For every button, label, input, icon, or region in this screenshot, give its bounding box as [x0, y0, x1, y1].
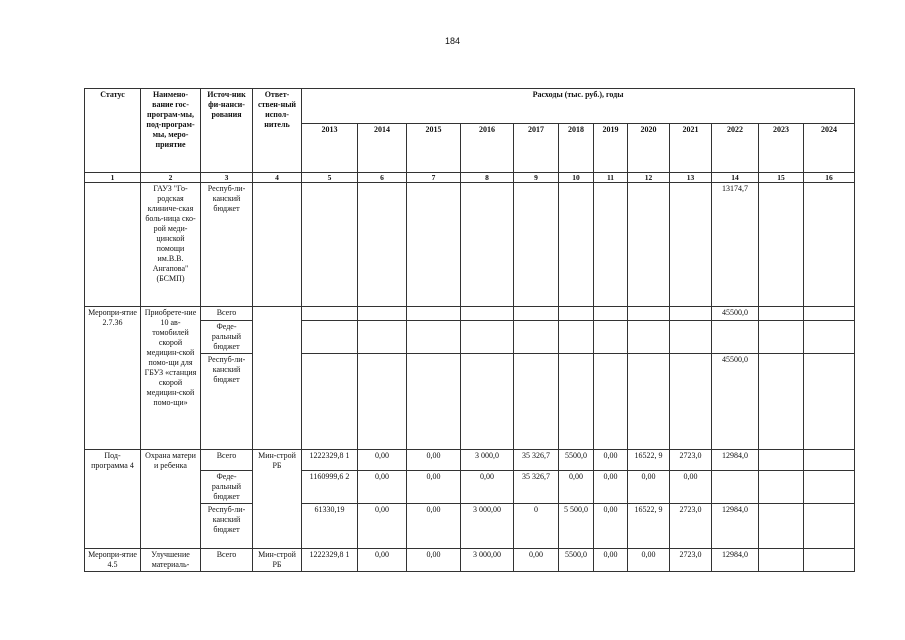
table-row [85, 471, 855, 504]
col-num: 3 [201, 173, 253, 183]
source-cell: Феде-ральный бюджет [201, 471, 253, 504]
value-cell: 3 000,00 [461, 549, 514, 572]
table-row [85, 549, 855, 572]
col-num: 14 [712, 173, 759, 183]
value-cell: 0,00 [407, 450, 461, 471]
table-row [85, 504, 855, 549]
value-cell [804, 471, 855, 504]
year-2021: 2021 [670, 124, 712, 173]
table-row [85, 354, 855, 450]
value-cell: 61330,19 [302, 504, 358, 549]
col-num: 12 [628, 173, 670, 183]
value-cell: 0,00 [461, 471, 514, 504]
table-row [85, 183, 855, 307]
value-cell: 3 000,00 [461, 504, 514, 549]
col-num: 10 [559, 173, 594, 183]
executor-cell: Мин-строй РБ [253, 450, 302, 549]
executor-cell [253, 307, 302, 450]
value-cell [759, 471, 804, 504]
budget-table [84, 88, 855, 572]
col-num: 1 [85, 173, 141, 183]
name-cell: Охрана матери и ребенка [141, 450, 201, 549]
name-cell: Улучшение материаль- [141, 549, 201, 572]
status-cell: Под-программа 4 [85, 450, 141, 549]
value-cell [759, 549, 804, 572]
source-cell: Респуб-ли-канский бюджет [201, 354, 253, 450]
column-number-row [85, 173, 855, 183]
year-2015: 2015 [407, 124, 461, 173]
year-2018: 2018 [559, 124, 594, 173]
header-executor: Ответ-ствен-ный испол-нитель [253, 89, 302, 173]
value-cell: 0 [514, 504, 559, 549]
value-cell: 0,00 [358, 504, 407, 549]
table-row [85, 450, 855, 471]
table-row [85, 321, 855, 354]
value-cell: 13174,7 [712, 183, 759, 307]
value-cell: 0,00 [358, 549, 407, 572]
value-cell: 0,00 [594, 450, 628, 471]
source-cell: Респуб-ли-канский бюджет [201, 504, 253, 549]
value-cell: 0,00 [628, 549, 670, 572]
year-2014: 2014 [358, 124, 407, 173]
value-cell: 0,00 [358, 450, 407, 471]
source-cell: Всего [201, 450, 253, 471]
value-cell [804, 450, 855, 471]
value-cell: 35 326,7 [514, 471, 559, 504]
value-cell: 0,00 [514, 549, 559, 572]
value-cell: 0,00 [407, 549, 461, 572]
table-row [85, 307, 855, 321]
source-cell: Феде-ральный бюджет [201, 321, 253, 354]
value-cell [759, 504, 804, 549]
header-source: Источ-ник фи-нанси-рования [201, 89, 253, 173]
value-cell: 16522, 9 [628, 450, 670, 471]
col-num: 16 [804, 173, 855, 183]
name-cell: Приобрете-ние 10 ав-томобилей скорой медицин-ской помо-щи для ГБУЗ «станция скорой медицин-ской помо-щи» [141, 307, 201, 450]
col-num: 11 [594, 173, 628, 183]
value-cell: 3 000,0 [461, 450, 514, 471]
value-cell [712, 471, 759, 504]
value-cell: 2723,0 [670, 450, 712, 471]
col-num: 5 [302, 173, 358, 183]
value-cell: 16522, 9 [628, 504, 670, 549]
executor-cell: Мин-строй РБ [253, 549, 302, 572]
source-cell: Респуб-ли-канский бюджет [201, 183, 253, 307]
value-cell: 1222329,8 1 [302, 450, 358, 471]
value-cell: 1160999,6 2 [302, 471, 358, 504]
header-row [85, 89, 855, 124]
page-number: 184 [444, 36, 461, 46]
value-cell: 1222329,8 1 [302, 549, 358, 572]
source-cell: Всего [201, 307, 253, 321]
value-cell: 12984,0 [712, 450, 759, 471]
year-2023: 2023 [759, 124, 804, 173]
value-cell: 12984,0 [712, 504, 759, 549]
value-cell: 0,00 [594, 471, 628, 504]
col-num: 13 [670, 173, 712, 183]
col-num: 4 [253, 173, 302, 183]
value-cell: 0,00 [594, 549, 628, 572]
col-num: 9 [514, 173, 559, 183]
header-name: Наимено-вание гос-програм-мы, под-програм-мы, меро-приятие [141, 89, 201, 173]
col-num: 15 [759, 173, 804, 183]
status-cell: Меропри-ятие 4.5 [85, 549, 141, 572]
header-expenses: Расходы (тыс. руб.), годы [302, 89, 855, 124]
year-2016: 2016 [461, 124, 514, 173]
value-cell: 12984,0 [712, 549, 759, 572]
year-2020: 2020 [628, 124, 670, 173]
status-cell [85, 183, 141, 307]
value-cell: 0,00 [358, 471, 407, 504]
value-cell: 0,00 [594, 504, 628, 549]
col-num: 2 [141, 173, 201, 183]
status-cell: Меропри-ятие 2.7.36 [85, 307, 141, 450]
value-cell: 0,00 [670, 471, 712, 504]
value-cell [759, 450, 804, 471]
value-cell: 0,00 [407, 504, 461, 549]
value-cell: 45500,0 [712, 354, 759, 450]
value-cell: 45500,0 [712, 307, 759, 321]
executor-cell [253, 183, 302, 307]
year-2019: 2019 [594, 124, 628, 173]
col-num: 7 [407, 173, 461, 183]
value-cell: 0,00 [407, 471, 461, 504]
value-cell: 0,00 [628, 471, 670, 504]
year-2013: 2013 [302, 124, 358, 173]
col-num: 6 [358, 173, 407, 183]
value-cell: 5 500,0 [559, 504, 594, 549]
value-cell: 35 326,7 [514, 450, 559, 471]
year-2017: 2017 [514, 124, 559, 173]
source-cell: Всего [201, 549, 253, 572]
name-cell: ГАУЗ "Го-родская клиниче-ская боль-ница ско-рой меди-цинской помощи им.В.В. Ангапова" (БСМП) [141, 183, 201, 307]
value-cell: 2723,0 [670, 549, 712, 572]
value-cell: 5500,0 [559, 450, 594, 471]
value-cell: 5500,0 [559, 549, 594, 572]
col-num: 8 [461, 173, 514, 183]
value-cell [804, 549, 855, 572]
year-2024: 2024 [804, 124, 855, 173]
value-cell: 2723,0 [670, 504, 712, 549]
header-status: Статус [85, 89, 141, 173]
value-cell [804, 504, 855, 549]
value-cell: 0,00 [559, 471, 594, 504]
year-2022: 2022 [712, 124, 759, 173]
